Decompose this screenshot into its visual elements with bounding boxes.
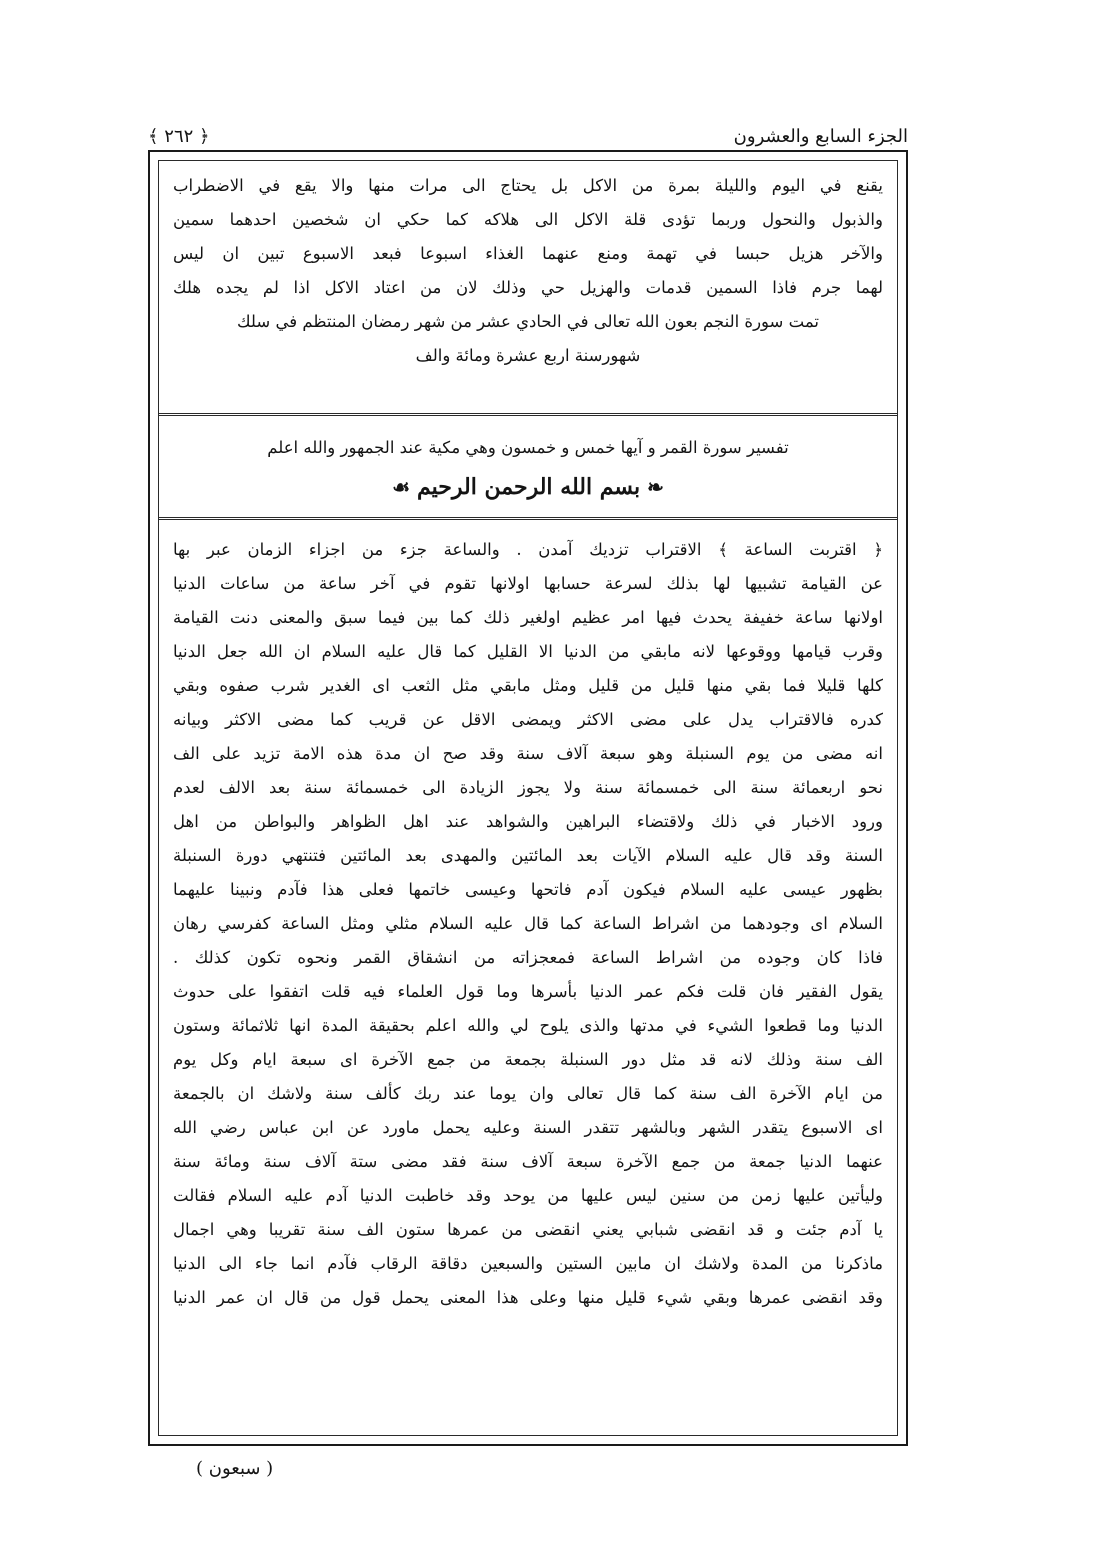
tafsir-body: [159, 533, 897, 1315]
text-line: الدنيا وما قطعوا الشيء في مدتها والذى يلوح لي والله اعلم بحقيقة المدة انها ثلاثمائة وستون: [173, 1016, 883, 1035]
part-title: الجزء السابع والعشرون: [733, 126, 908, 147]
text-line: يقنع في اليوم والليلة بمرة من الاكل بل يحتاج الى مرات منها والا يقع في الاضطراب: [173, 176, 883, 195]
surah-heading: [159, 431, 897, 509]
text-line: انه مضى من يوم السنبلة وهو سبعة آلاف سنة وقد صح ان مدة هذه الامة تزيد على الف: [173, 744, 883, 763]
text-line: اولانها ساعة خفيفة يحدث فيها امر عظيم اولغير ذلك كما بين فيما سبق والمعنى دنت القيامة: [173, 608, 883, 627]
text-line: نحو اربعمائة سنة الى خمسمائة سنة ولا يجوز الزيادة الى خمسمائة سنة بعد الالف لعدم: [173, 778, 883, 797]
page-number: ﴿ ٢٦٢ ﴾: [148, 126, 210, 147]
text-line: وليأتين عليها زمن من سنين ليس عليها من يوحد وقد خاطبت الدنيا آدم عليه السلام فقالت: [173, 1186, 883, 1205]
text-line: من ايام الآخرة الف سنة كما قال تعالى وان يوما عند ربك كألف سنة ولاشك ان بالجمعة: [173, 1084, 883, 1103]
previous-surah-ending: [159, 169, 897, 373]
text-line: وقد انقضى عمرها وبقي شيء قليل منها وعلى هذا المعنى يحمل قول من قال ان عمر الدنيا: [173, 1288, 883, 1307]
section-divider: [159, 517, 897, 520]
colophon-line: شهورسنة اربع عشرة ومائة والف: [415, 346, 641, 365]
text-line: ﴿ اقتربت الساعة ﴾ الاقتراب تزديك آمدن . والساعة جزء من اجزاء الزمان عبر بها: [173, 540, 883, 559]
basmala-text: بسم الله الرحمن الرحيم: [417, 474, 641, 500]
basmala: [173, 465, 883, 509]
text-line: كدره فالاقتراب يدل على مضى الاكثر ويمضى الاقل عن قريب كما مضى الاكثر وبيانه: [173, 710, 883, 729]
surah-title: تفسير سورة القمر و آيها خمس و خمسون وهي مكية عند الجمهور والله اعلم: [267, 438, 789, 457]
text-line: عن القيامة تشبيها لها بذلك لسرعة حسابها اولانها تقوم في آخر ساعة من ساعات الدنيا: [173, 574, 883, 593]
text-line: ماذكرنا من المدة ولاشك ان مابين الستين والسبعين دقاقة الرقاب فآدم انما جاء الى الدنيا: [173, 1254, 883, 1273]
signature-mark: ( سبعون ): [196, 1458, 274, 1479]
section-divider: [159, 413, 897, 416]
page-frame: [148, 150, 908, 1446]
page-header: [148, 120, 908, 154]
text-frame: [158, 160, 898, 1436]
text-line: وقرب قيامها ووقوعها لانه مابقي من الدنيا الا القليل كما قال عليه السلام ان الله جعل الدنيا: [173, 642, 883, 661]
ornament-icon: ❧: [640, 475, 664, 499]
text-line: السلام اى وجودهما من اشراط الساعة كما قال عليه السلام مثلي ومثل الساعة كفرسي رهان: [173, 914, 883, 933]
text-line: ورود الاخبار في ذلك ولاقتضاء البراهين والشواهد عند اهل الظواهر والبواطن من اهل: [173, 812, 883, 831]
text-line: والآخر هزيل حبسا في تهمة ومنع عنهما الغذاء اسبوعا فبعد الاسبوع تبين ان ليس: [173, 244, 883, 263]
text-line: كلها قليلا فما بقي منها قليل من قليل ومثل مابقي مثل الثعب اى الغدير شرب صفوه وبقي: [173, 676, 883, 695]
text-line: فاذا كان وجوده من اشراط الساعة فمعجزاته من انشقاق القمر ونحوه تكون كذلك .: [173, 948, 883, 967]
text-line: يقول الفقير فان قلت فكم عمر الدنيا بأسرها وما قول العلماء فيه قلت اتفقوا على حدوث: [173, 982, 883, 1001]
text-line: يا آدم جئت و قد انقضى شبابي يعني انقضى من عمرها ستون الف سنة تقريبا وهي اجمال: [173, 1220, 883, 1239]
colophon-line: تمت سورة النجم بعون الله تعالى في الحادي عشر من شهر رمضان المنتظم في سلك: [237, 312, 819, 331]
text-line: بظهور عيسى عليه السلام فيكون آدم فاتحها وعيسى خاتمها فعلى هذا فآدم ونبينا عليهما: [173, 880, 883, 899]
text-line: والذبول والنحول وربما تؤدى قلة الاكل الى هلاكه كما حكي ان شخصين احدهما سمين: [173, 210, 883, 229]
text-line: عنهما الدنيا جمعة من جمع الآخرة سبعة آلاف سنة فقد مضى ستة آلاف سنة ومائة سنة: [173, 1152, 883, 1171]
text-line: اى الاسبوع يتقدر الشهر وبالشهر تتقدر السنة وعليه يحمل ماورد عن ابن عباس رضي الله: [173, 1118, 883, 1137]
text-line: لهما جرم فاذا السمين قدمات والهزيل حي وذلك لان من اعتاد الاكل اذا لم يجده هلك: [173, 278, 883, 297]
text-line: السنة وقد قال عليه السلام الآيات بعد المائتين والمهدى بعد المائتين فتنتهي دورة السنبلة: [173, 846, 883, 865]
ornament-icon: ☙: [392, 475, 418, 499]
text-line: الف سنة وذلك لانه قد مثل دور السنبلة بجمعة من جمع الآخرة اى سبعة ايام وكل يوم: [173, 1050, 883, 1069]
